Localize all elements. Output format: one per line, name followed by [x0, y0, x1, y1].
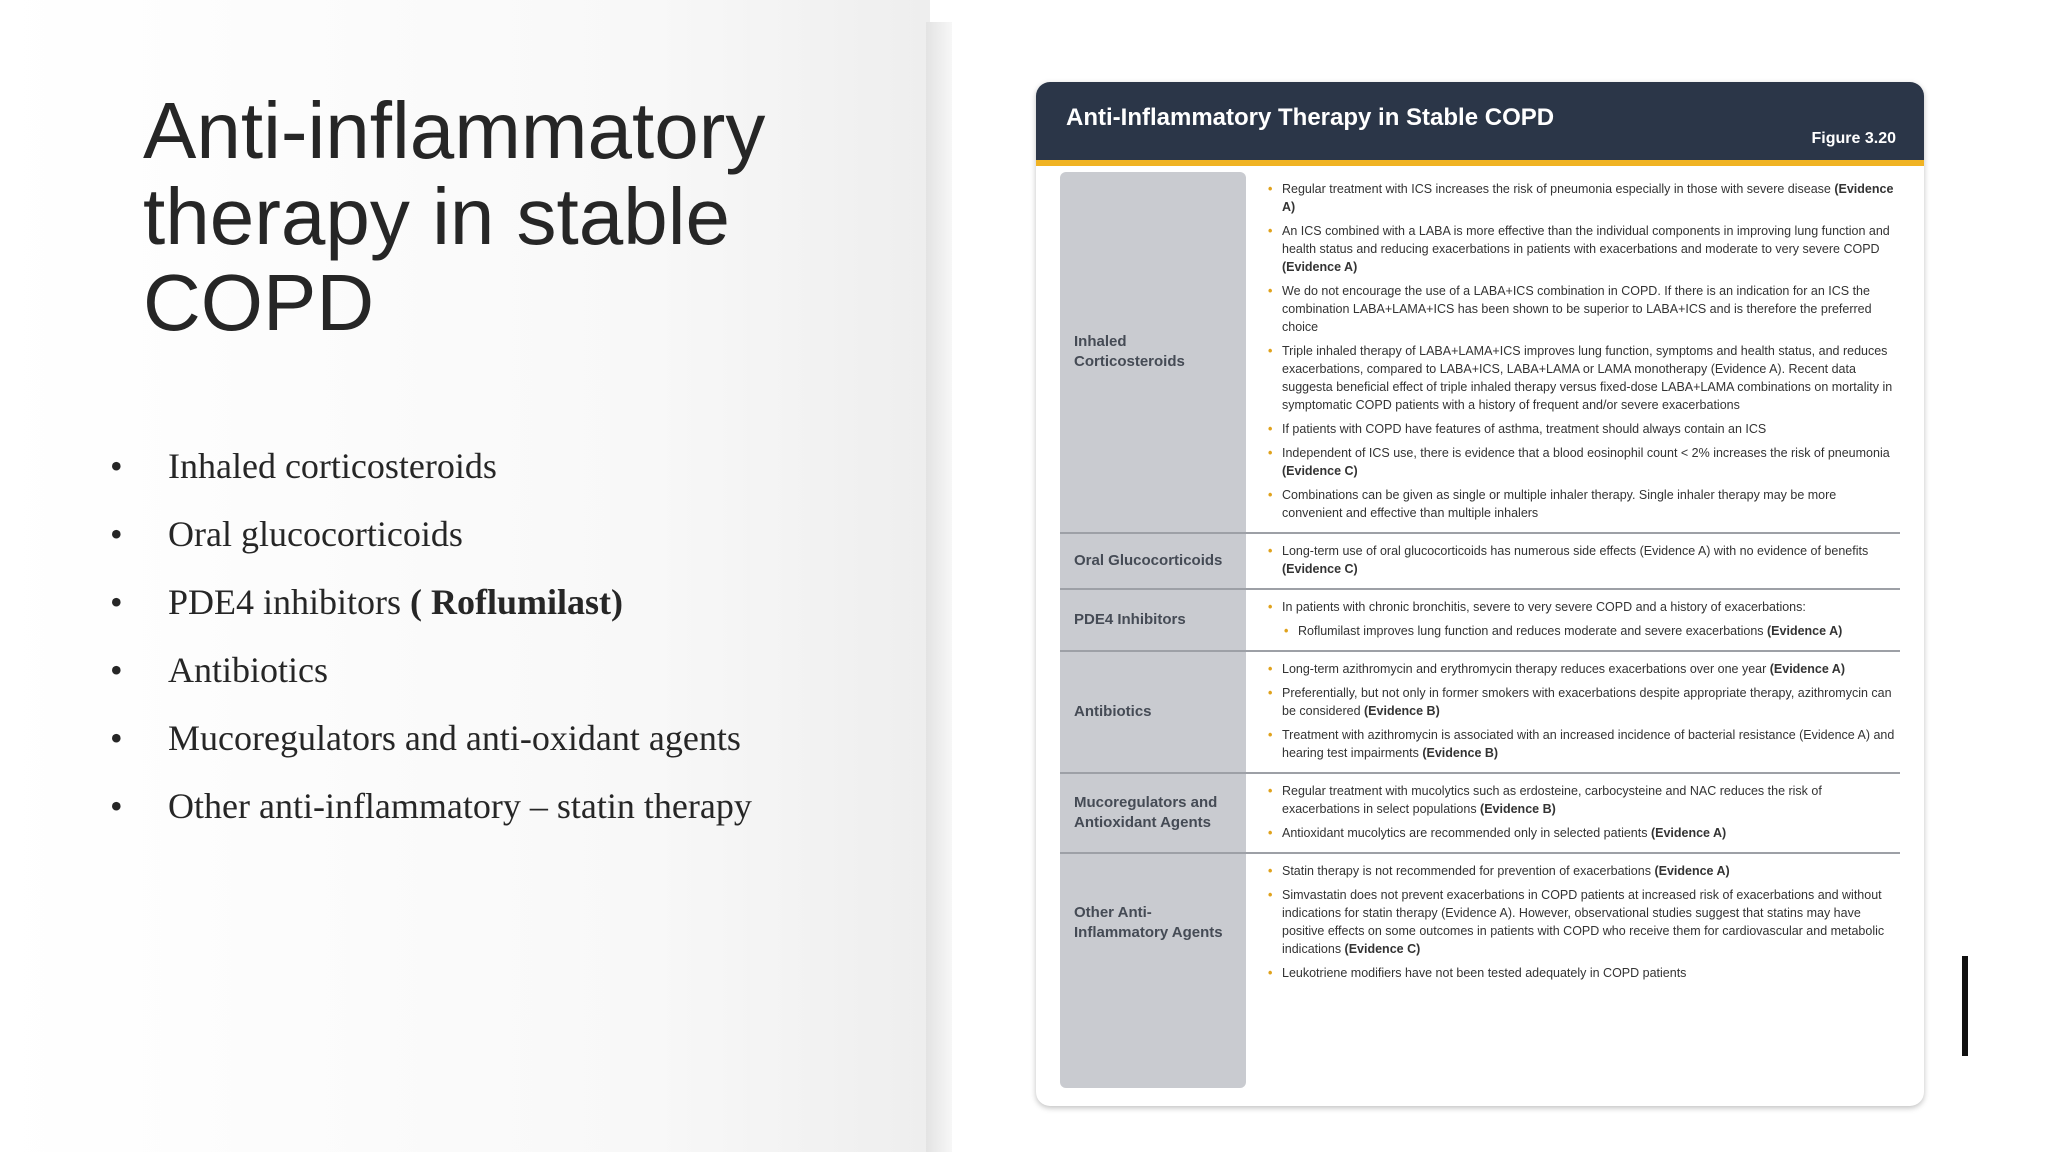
section-item [1268, 886, 1900, 958]
item-evidence: (Evidence A) [1769, 662, 1846, 676]
figure-table [1060, 172, 1900, 992]
bullet-text: Oral glucocorticoids [168, 514, 463, 554]
item-text: Antioxidant mucolytics are recommended only in selected patients [1282, 826, 1651, 840]
item-text: Regular treatment with ICS increases the risk of pneumonia especially in those with severe disease [1282, 182, 1835, 196]
figure-label: Figure 3.20 [1811, 130, 1896, 147]
bullet-marker: • [110, 582, 123, 622]
section-items [1246, 590, 1900, 650]
item-text: Long-term use of oral glucocorticoids has numerous side effects (Evidence A) with no evidence of benefits [1282, 544, 1869, 558]
bullet-item [110, 785, 930, 853]
figure-section [1060, 774, 1900, 854]
section-item [1268, 684, 1900, 720]
section-item [1268, 222, 1900, 276]
section-items [1246, 172, 1900, 532]
item-text: Statin therapy is not recommended for prevention of exacerbations [1282, 864, 1655, 878]
section-items [1246, 652, 1900, 772]
bullet-text: Mucoregulators and anti-oxidant agents [168, 718, 741, 758]
item-text: Treatment with azithromycin is associated with an increased incidence of bacterial resistance (Evidence A) and hearing test impairments [1282, 728, 1895, 760]
figure-header [1036, 82, 1924, 160]
section-category-label: Mucoregulators and Antioxidant Agents [1074, 794, 1218, 831]
section-item [1268, 342, 1900, 414]
section-item [1268, 420, 1900, 438]
item-text: Simvastatin does not prevent exacerbations in COPD patients at increased risk of exacerbations and without indications for statin therapy (Evidence A). However, observational studies suggest that statins may have positive effects on some outcomes in patients with COPD who receive them for cardiovascular and metabolic indications [1282, 888, 1885, 956]
item-text: Combinations can be given as single or multiple inhaler therapy. Single inhaler therapy may be more convenient and effective than multiple inhalers [1282, 488, 1837, 520]
section-item [1268, 282, 1900, 336]
section-category-label: Other Anti-Inflammatory Agents [1074, 904, 1223, 941]
item-text: Roflumilast improves lung function and reduces moderate and severe exacerbations [1298, 624, 1768, 638]
figure-section [1060, 534, 1900, 590]
item-text: Long-term azithromycin and erythromycin therapy reduces exacerbations over one year [1282, 662, 1770, 676]
item-text: Independent of ICS use, there is evidence that a blood eosinophil count < 2% increases the risk of pneumonia [1282, 446, 1890, 460]
figure-section [1060, 590, 1900, 652]
item-evidence: (Evidence C) [1344, 942, 1421, 956]
item-evidence: (Evidence C) [1282, 464, 1358, 478]
bullet-text: Other anti-inflammatory – statin therapy [168, 786, 752, 826]
item-text: If patients with COPD have features of asthma, treatment should always contain an ICS [1282, 422, 1767, 436]
item-evidence: (Evidence A) [1282, 260, 1358, 274]
section-category-label: Antibiotics [1074, 703, 1152, 720]
bullet-text: Antibiotics [168, 650, 328, 690]
bullet-marker: • [110, 786, 123, 826]
figure-section [1060, 854, 1900, 992]
bullet-list [110, 445, 930, 853]
section-category-label: Oral Glucocorticoids [1074, 552, 1223, 569]
slide-edge-bar [1962, 956, 1968, 1056]
bullet-text: Inhaled corticosteroids [168, 446, 497, 486]
item-evidence: (Evidence C) [1282, 562, 1358, 576]
bullet-marker: • [110, 514, 123, 554]
section-item [1268, 726, 1900, 762]
bullet-item [110, 581, 930, 649]
section-item [1268, 180, 1900, 216]
section-item [1268, 964, 1900, 982]
slide-title: Anti-inflammatory therapy in stable COPD [143, 86, 766, 347]
item-evidence: (Evidence A) [1767, 624, 1843, 638]
section-item [1268, 598, 1900, 616]
bullet-item [110, 649, 930, 717]
figure-title: Anti-Inflammatory Therapy in Stable COPD [1066, 104, 1555, 131]
item-text: Regular treatment with mucolytics such as erdosteine, carbocysteine and NAC reduces the risk of exacerbations in select populations [1282, 784, 1822, 816]
section-items [1246, 534, 1900, 588]
section-sub-item [1284, 622, 1900, 640]
section-item [1268, 824, 1900, 842]
section-item [1268, 444, 1900, 480]
item-text: In patients with chronic bronchitis, severe to very severe COPD and a history of exacerbations: [1282, 600, 1806, 614]
item-text: Triple inhaled therapy of LABA+LAMA+ICS improves lung function, symptoms and health status, and reduces exacerbations, compared to LABA+ICS, LABA+LAMA or LAMA monotherapy (Evidence A). Recent data suggesta beneficial effect of triple inhaled therapy versus fixed-dose LABA+LAMA combinations on mortality in symptomatic COPD patients with a history of frequent and/or severe exacerbations [1282, 344, 1893, 412]
item-evidence: (Evidence B) [1364, 704, 1440, 718]
figure-accent-stripe [1036, 160, 1924, 166]
bullet-item [110, 717, 930, 785]
bullet-item [110, 513, 930, 581]
item-evidence: (Evidence A) [1654, 864, 1730, 878]
item-evidence: (Evidence A) [1650, 826, 1727, 840]
bullet-marker: • [110, 446, 123, 486]
item-text: An ICS combined with a LABA is more effective than the individual components in improving lung function and health status and reducing exacerbations in patients with exacerbations and moderate to very severe COPD [1282, 224, 1890, 256]
figure-section [1060, 172, 1900, 534]
section-item [1268, 782, 1900, 818]
section-item [1268, 660, 1900, 678]
bullet-bold-text: ( Roflumilast) [410, 582, 623, 622]
item-evidence: (Evidence B) [1480, 802, 1556, 816]
section-category-label: PDE4 Inhibitors [1074, 611, 1186, 628]
section-category-label: Inhaled Corticosteroids [1074, 333, 1185, 370]
section-items [1246, 854, 1900, 992]
section-item [1268, 486, 1900, 522]
section-item [1268, 862, 1900, 880]
item-text: We do not encourage the use of a LABA+ICS combination in COPD. If there is an indication for an ICS the combination LABA+LAMA+ICS has been shown to be superior to LABA+ICS and is therefore the preferred choice [1282, 284, 1872, 334]
item-evidence: (Evidence B) [1422, 746, 1499, 760]
bullet-marker: • [110, 718, 123, 758]
item-evidence: (Evidence A) [1282, 182, 1894, 214]
section-items [1246, 774, 1900, 852]
panel-divider [926, 22, 952, 1152]
section-item [1268, 542, 1900, 578]
figure-image [1036, 82, 1924, 1106]
bullet-marker: • [110, 650, 123, 690]
bullet-text: PDE4 inhibitors ( Roflumilast) [168, 582, 623, 622]
item-text: Leukotriene modifiers have not been tested adequately in COPD patients [1282, 966, 1687, 980]
item-text: Preferentially, but not only in former smokers with exacerbations despite appropriate therapy, azithromycin can be considered [1282, 686, 1892, 718]
figure-section [1060, 652, 1900, 774]
bullet-item [110, 445, 930, 513]
